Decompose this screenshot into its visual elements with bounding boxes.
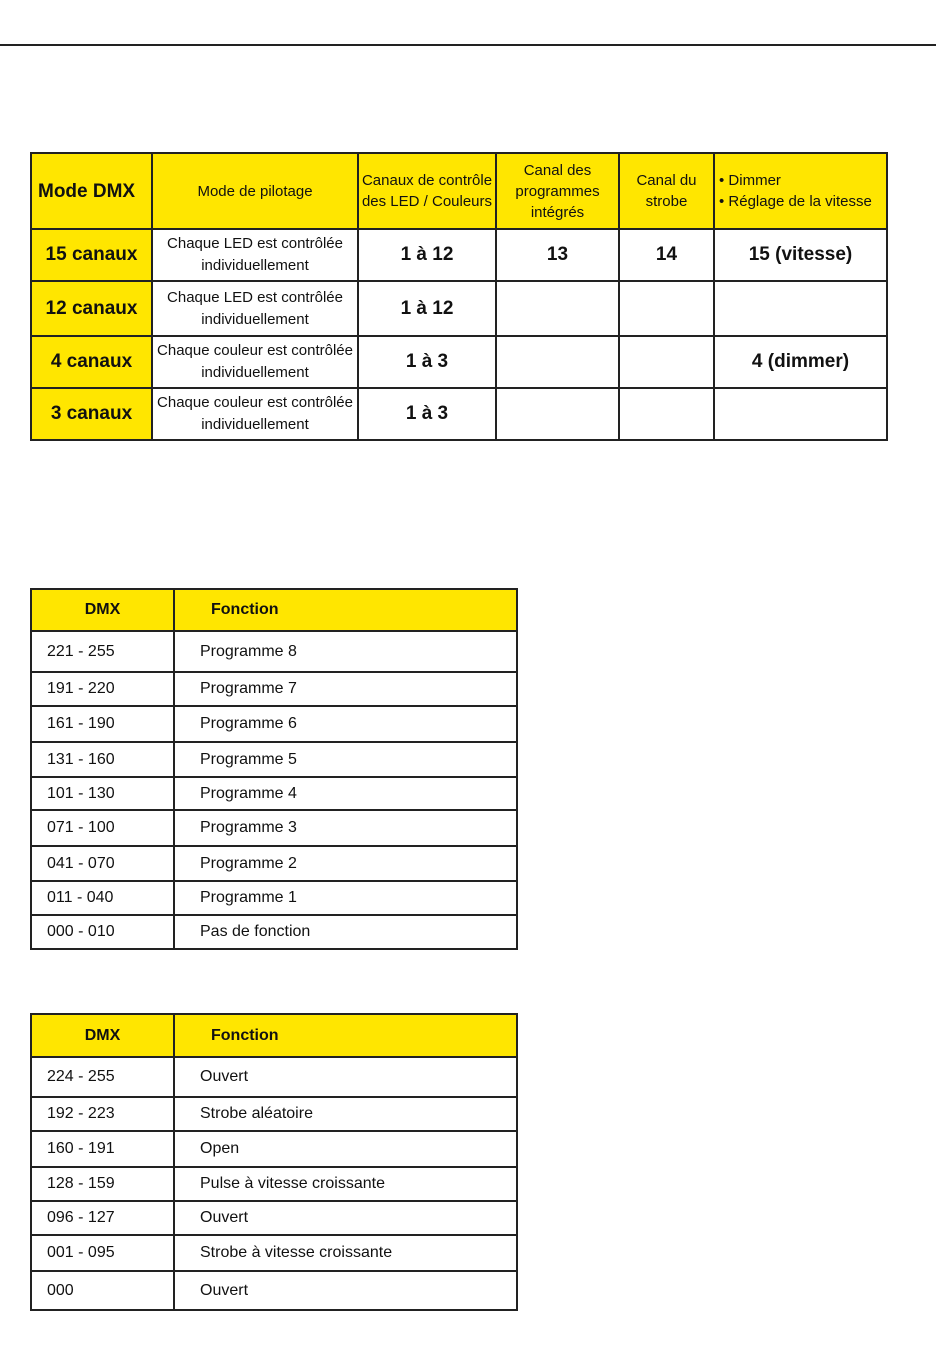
- table-row: [31, 742, 517, 777]
- header-dimmer-speed: • Dimmer • Réglage de la vitesse: [714, 153, 887, 229]
- function: Programme 2: [174, 846, 517, 881]
- dmx-range: 131 - 160: [31, 742, 174, 777]
- header-led-channels: Canaux de contrôle des LED / Couleurs: [358, 153, 496, 229]
- table-row: [31, 1131, 517, 1167]
- top-rule: [0, 44, 936, 46]
- dmx-range: 071 - 100: [31, 810, 174, 846]
- dmx-range: 221 - 255: [31, 631, 174, 672]
- strobe-channel: [619, 281, 714, 336]
- header-dmx: DMX: [31, 589, 174, 631]
- table-row: [31, 846, 517, 881]
- program-channel: [496, 388, 619, 440]
- table-row: [31, 881, 517, 915]
- dmx-range: 224 - 255: [31, 1057, 174, 1097]
- header-mode-pilotage: Mode de pilotage: [152, 153, 358, 229]
- led-channels: 1 à 12: [358, 281, 496, 336]
- header-program-channel: Canal des programmes intégrés: [496, 153, 619, 229]
- mode-description: Chaque couleur est contrôlée individuellement: [152, 388, 358, 440]
- function: Strobe à vitesse croissante: [174, 1235, 517, 1271]
- led-channels: 1 à 12: [358, 229, 496, 281]
- function: Programme 8: [174, 631, 517, 672]
- header-dmx: DMX: [31, 1014, 174, 1057]
- mode-name: 12 canaux: [31, 281, 152, 336]
- dmx-range: 161 - 190: [31, 706, 174, 742]
- table-row: [31, 1057, 517, 1097]
- function: Ouvert: [174, 1201, 517, 1235]
- dmx-range: 000: [31, 1271, 174, 1310]
- table-row: [31, 1271, 517, 1310]
- table-row: [31, 706, 517, 742]
- function: Pulse à vitesse croissante: [174, 1167, 517, 1201]
- mode-row: [31, 336, 887, 388]
- program-channel: [496, 281, 619, 336]
- table-row: [31, 1201, 517, 1235]
- dmx-range: 001 - 095: [31, 1235, 174, 1271]
- mode-name: 3 canaux: [31, 388, 152, 440]
- function: Strobe aléatoire: [174, 1097, 517, 1131]
- dmx-range: 192 - 223: [31, 1097, 174, 1131]
- table-row: [31, 672, 517, 706]
- dimmer-speed-channel: [714, 281, 887, 336]
- table-row: [31, 810, 517, 846]
- mode-description: Chaque LED est contrôlée individuellement: [152, 229, 358, 281]
- programs-header-row: [31, 589, 517, 631]
- mode-description: Chaque LED est contrôlée individuellement: [152, 281, 358, 336]
- dmx-range: 191 - 220: [31, 672, 174, 706]
- strobe-channel: [619, 336, 714, 388]
- function: Programme 1: [174, 881, 517, 915]
- table-row: [31, 1097, 517, 1131]
- function: Pas de fonction: [174, 915, 517, 949]
- table-row: [31, 1167, 517, 1201]
- function: Programme 5: [174, 742, 517, 777]
- function: Programme 6: [174, 706, 517, 742]
- header-strobe-channel: Canal du strobe: [619, 153, 714, 229]
- table-row: [31, 777, 517, 810]
- header-fonction: Fonction: [174, 1014, 517, 1057]
- dmx-range: 041 - 070: [31, 846, 174, 881]
- dmx-range: 011 - 040: [31, 881, 174, 915]
- function: Ouvert: [174, 1271, 517, 1310]
- dmx-range: 160 - 191: [31, 1131, 174, 1167]
- strobe-table: [30, 1013, 518, 1311]
- function: Programme 3: [174, 810, 517, 846]
- mode-name: 4 canaux: [31, 336, 152, 388]
- table-row: [31, 915, 517, 949]
- function: Programme 7: [174, 672, 517, 706]
- strobe-channel: 14: [619, 229, 714, 281]
- header-fonction: Fonction: [174, 589, 517, 631]
- dimmer-speed-channel: 15 (vitesse): [714, 229, 887, 281]
- dmx-range: 128 - 159: [31, 1167, 174, 1201]
- led-channels: 1 à 3: [358, 388, 496, 440]
- mode-name: 15 canaux: [31, 229, 152, 281]
- dmx-range: 096 - 127: [31, 1201, 174, 1235]
- mode-description: Chaque couleur est contrôlée individuellement: [152, 336, 358, 388]
- dmx-modes-table: [30, 152, 888, 441]
- mode-row: [31, 388, 887, 440]
- table-row: [31, 1235, 517, 1271]
- modes-header-row: [31, 153, 887, 229]
- mode-row: [31, 229, 887, 281]
- dimmer-speed-channel: [714, 388, 887, 440]
- led-channels: 1 à 3: [358, 336, 496, 388]
- dmx-range: 101 - 130: [31, 777, 174, 810]
- programs-table: [30, 588, 518, 950]
- function: Open: [174, 1131, 517, 1167]
- dimmer-speed-channel: 4 (dimmer): [714, 336, 887, 388]
- function: Ouvert: [174, 1057, 517, 1097]
- program-channel: 13: [496, 229, 619, 281]
- mode-row: [31, 281, 887, 336]
- dmx-range: 000 - 010: [31, 915, 174, 949]
- table-row: [31, 631, 517, 672]
- strobe-header-row: [31, 1014, 517, 1057]
- function: Programme 4: [174, 777, 517, 810]
- program-channel: [496, 336, 619, 388]
- strobe-channel: [619, 388, 714, 440]
- header-mode-dmx: Mode DMX: [31, 153, 152, 229]
